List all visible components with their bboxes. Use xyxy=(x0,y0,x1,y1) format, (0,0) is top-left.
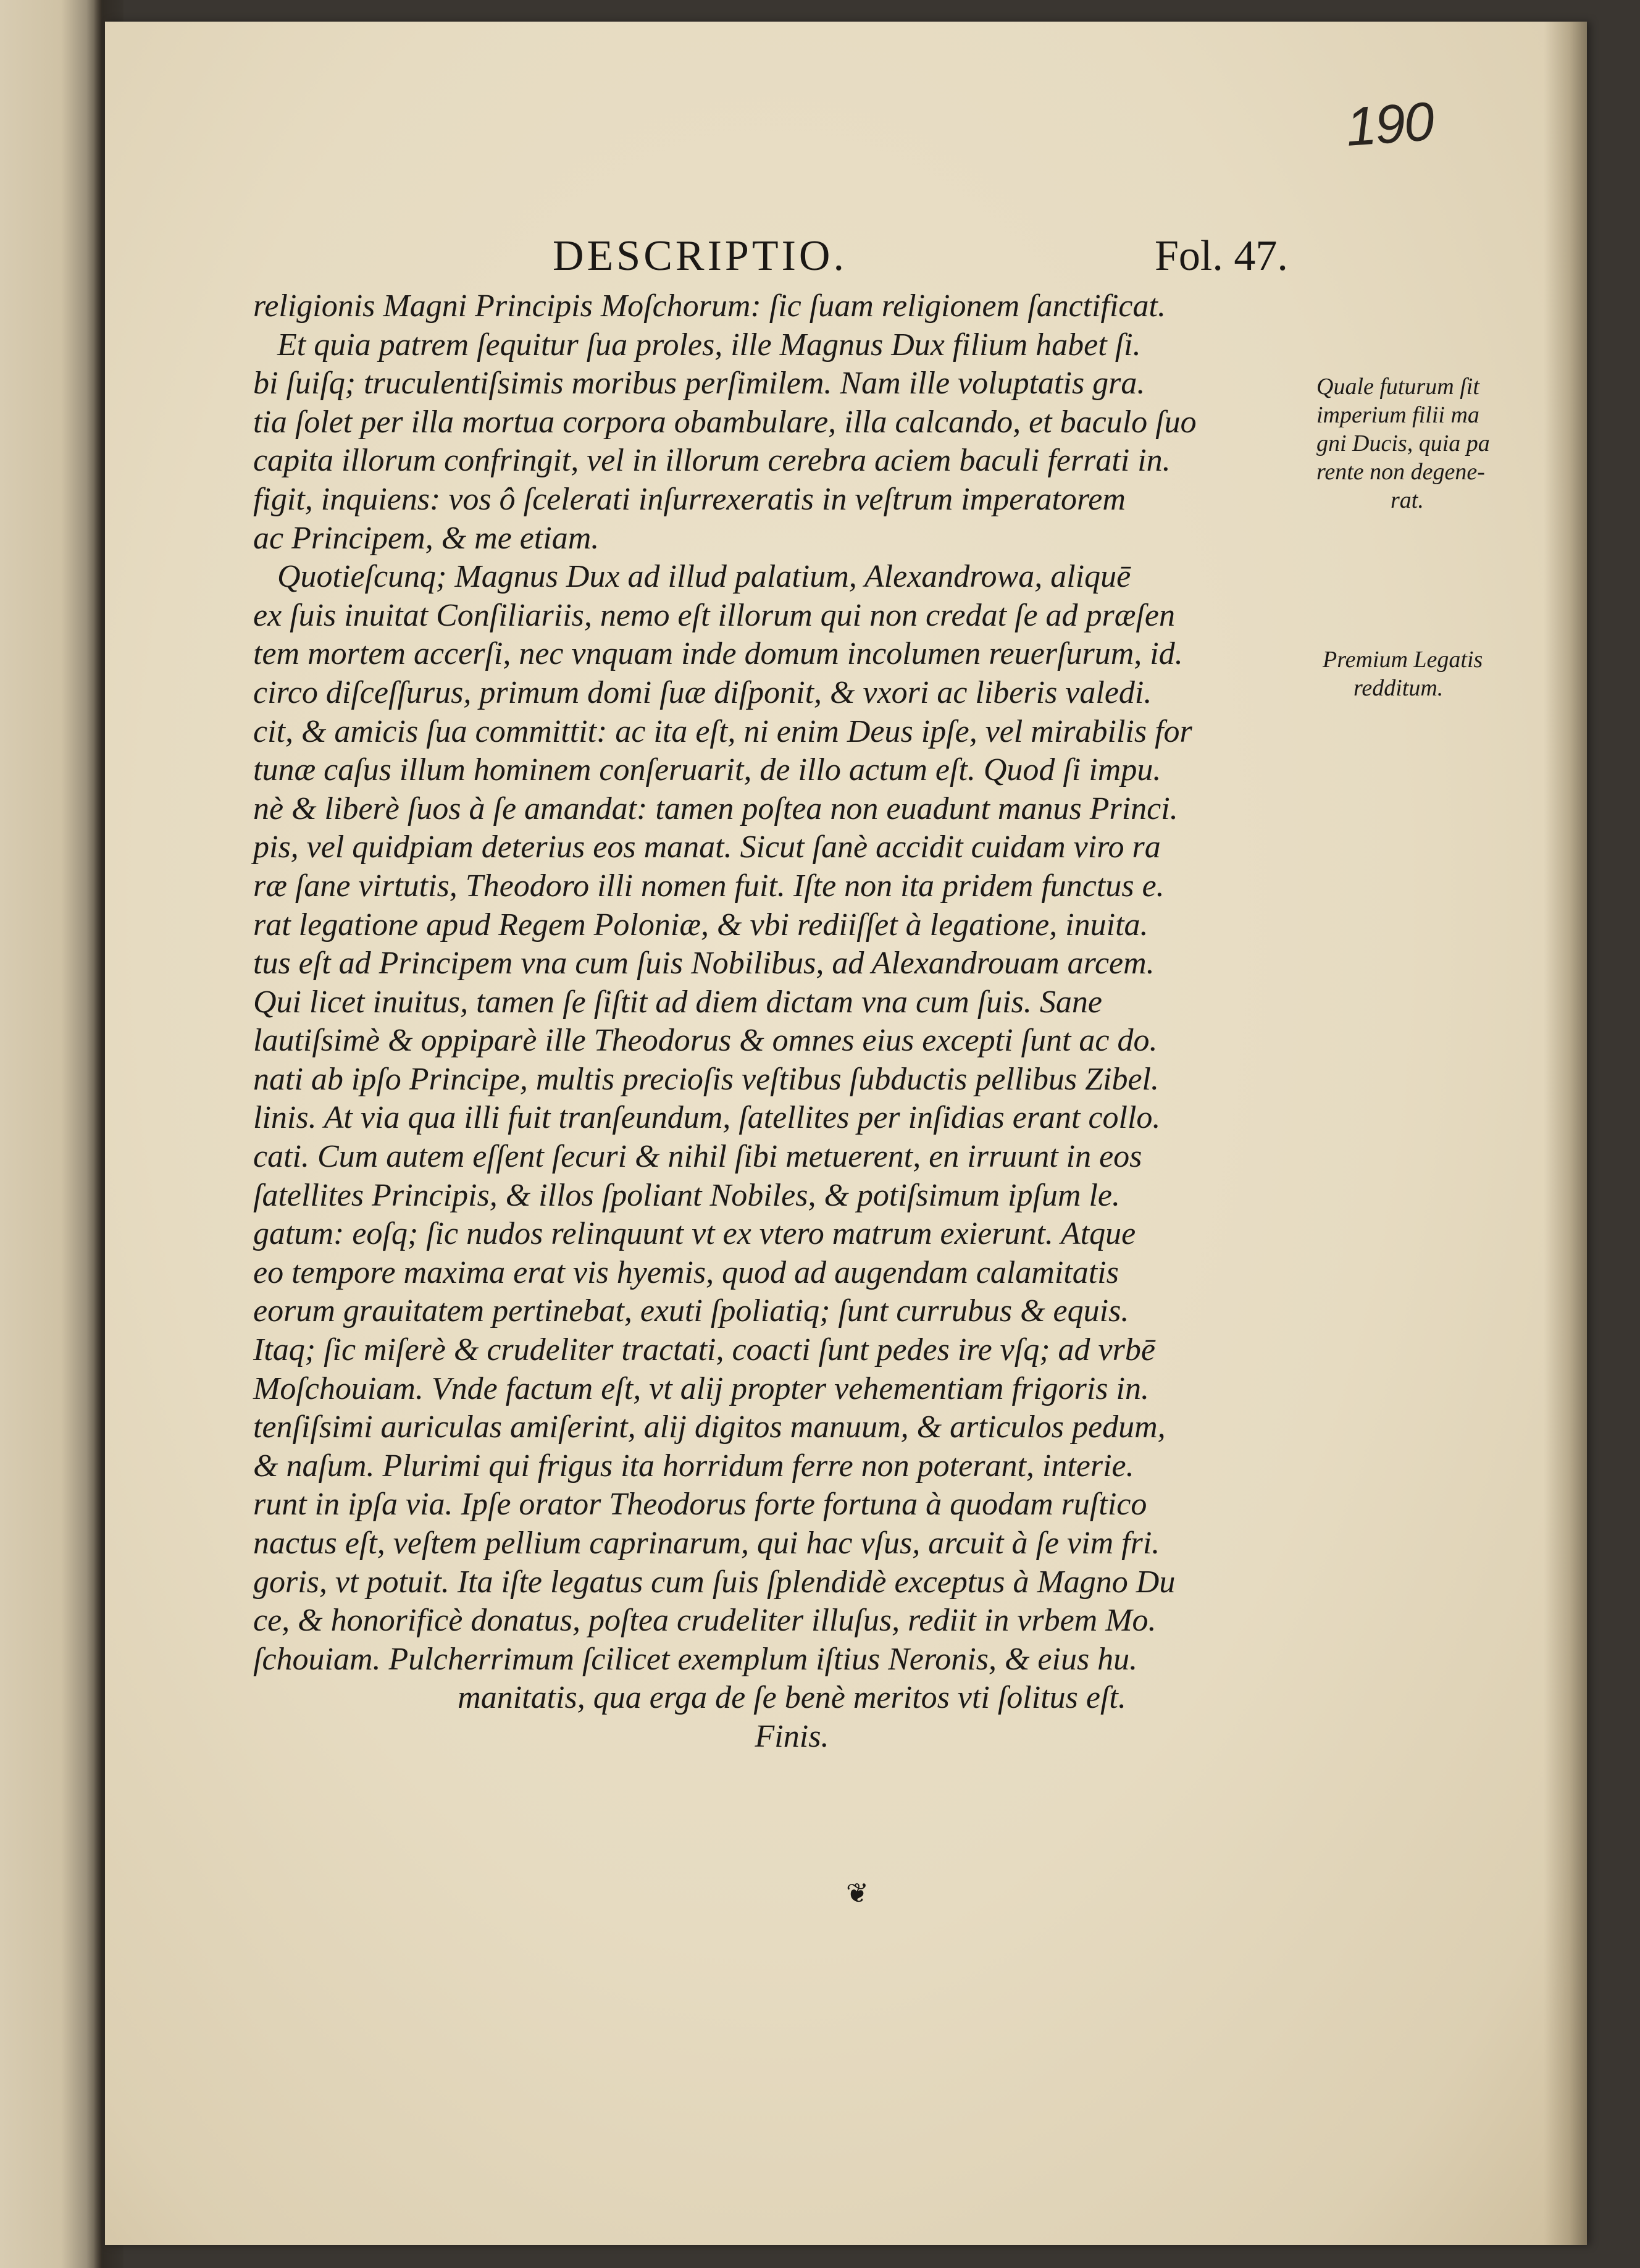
marginal-note-quale-futurum xyxy=(1316,372,1490,514)
text-line: cit, & amicis ſua committit: ac ita eſt, ni enim Deus ipſe, vel mirabilis for xyxy=(253,713,1192,749)
note-line: Premium Legatis xyxy=(1323,647,1483,673)
note-line: rente non degene- xyxy=(1316,459,1485,485)
note-line: imperium filii ma xyxy=(1316,402,1479,428)
header-folio: Fol. 47. xyxy=(1155,232,1288,280)
text-line: ce, & honorificè donatus, poſtea crudeliter illuſus, rediit in vrbem Mo. xyxy=(253,1603,1157,1639)
text-line: tus eſt ad Principem vna cum ſuis Nobilibus, ad Alexandrouam arcem. xyxy=(253,946,1155,981)
page-edge-shadow xyxy=(1544,22,1587,2245)
note-line: rat. xyxy=(1391,487,1424,513)
text-line: tenſiſsimi auriculas amiſerint, alij digitos manuum, & articulos pedum, xyxy=(253,1409,1166,1445)
book-page xyxy=(105,22,1587,2245)
text-line: tunæ caſus illum hominem conſeruarit, de illo actum eſt. Quod ſi impu. xyxy=(253,752,1161,788)
text-line: tem mortem accerſi, nec vnquam inde domum incolumen reuerſurum, id. xyxy=(253,636,1183,672)
closing-line: manitatis, qua erga de ſe benè meritos vti ſolitus eſt. xyxy=(458,1680,1126,1716)
text-line: tia ſolet per illa mortua corpora obambulare, illa calcando, et baculo ſuo xyxy=(253,404,1197,440)
text-line: nactus eſt, veſtem pellium caprinarum, qui hac vſus, arcuit à ſe vim fri. xyxy=(253,1526,1160,1561)
fleuron-ornament: ❦ xyxy=(846,1878,869,1909)
text-line: eorum grauitatem pertinebat, exuti ſpoliatiq; ſunt currubus & equis. xyxy=(253,1293,1129,1329)
text-line: nè & liberè ſuos à ſe amandat: tamen poſtea non euadunt manus Princi. xyxy=(253,791,1178,826)
text-line: ex ſuis inuitat Conſiliariis, nemo eſt illorum qui non credat ſe ad præſen xyxy=(253,597,1175,633)
note-line: redditum. xyxy=(1353,675,1444,701)
text-line: Itaq; ſic miſerè & crudeliter tractati, coacti ſunt pedes ire vſq; ad vrbē xyxy=(253,1332,1155,1368)
text-line: & naſum. Plurimi qui frigus ita horridum ferre non poterant, interie. xyxy=(253,1448,1134,1484)
text-line: ſatellites Principis, & illos ſpoliant Nobiles, & potiſsimum ipſum le. xyxy=(253,1177,1120,1213)
text-line: eo tempore maxima erat vis hyemis, quod ad augendam calamitatis xyxy=(253,1254,1119,1290)
text-line: runt in ipſa via. Ipſe orator Theodorus forte fortuna à quodam ruſtico xyxy=(253,1487,1147,1522)
finis-line: Finis. xyxy=(755,1718,829,1754)
text-line: circo diſceſſurus, primum domi ſuæ diſponit, & vxori ac liberis valedi. xyxy=(253,674,1152,710)
text-line: Et quia patrem ſequitur ſua proles, ille Magnus Dux filium habet ſi. xyxy=(253,327,1141,363)
text-line: Quotieſcunq; Magnus Dux ad illud palatium, Alexandrowa, aliquē xyxy=(253,559,1131,595)
marginal-note-premium-legatis xyxy=(1323,645,1483,702)
text-line: capita illorum confringit, vel in illorum cerebra aciem baculi ferrati in. xyxy=(253,443,1171,479)
text-line: figit, inquiens: vos ô ſcelerati inſurrexeratis in veſtrum imperatorem xyxy=(253,481,1126,517)
text-line: Qui licet inuitus, tamen ſe ſiſtit ad diem dictam vna cum ſuis. Sane xyxy=(253,984,1102,1020)
handwritten-folio-number: 190 xyxy=(1344,90,1436,158)
text-line: linis. At via qua illi fuit tranſeundum, ſatellites per inſidias erant collo. xyxy=(253,1100,1161,1136)
main-text-block xyxy=(253,287,1331,1757)
text-line: lautiſsimè & oppiparè ille Theodorus & omnes eius excepti ſunt ac do. xyxy=(253,1023,1158,1059)
running-header xyxy=(451,213,1395,287)
text-line: nati ab ipſo Principe, multis precioſis veſtibus ſubductis pellibus Zibel. xyxy=(253,1061,1159,1097)
header-title: DESCRIPTIO. xyxy=(553,232,847,280)
text-line: ſchouiam. Pulcherrimum ſcilicet exemplum iſtius Neronis, & eius hu. xyxy=(253,1641,1138,1677)
text-line: bi ſuiſq; truculentiſsimis moribus perſimilem. Nam ille voluptatis gra. xyxy=(253,366,1145,401)
text-line: cati. Cum autem eſſent ſecuri & nihil ſibi metuerent, en irruunt in eos xyxy=(253,1139,1142,1175)
text-line: pis, vel quidpiam deterius eos manat. Sicut ſanè accidit cuidam viro ra xyxy=(253,830,1161,865)
note-line: Quale futurum ſit xyxy=(1316,374,1479,400)
text-line: Moſchouiam. Vnde factum eſt, vt alij propter vehementiam frigoris in. xyxy=(253,1371,1149,1406)
text-line: ræ ſane virtutis, Theodoro illi nomen fuit. Iſte non ita pridem functus e. xyxy=(253,868,1165,904)
text-line: gatum: eoſq; ſic nudos relinquunt vt ex vtero matrum exierunt. Atque xyxy=(253,1216,1136,1252)
note-line: gni Ducis, quia pa xyxy=(1316,430,1490,456)
text-line: religionis Magni Principis Moſchorum: ſic ſuam religionem ſanctificat. xyxy=(253,288,1166,324)
text-line: rat legatione apud Regem Poloniæ, & vbi rediiſſet à legatione, inuita. xyxy=(253,907,1148,943)
text-line: ac Principem, & me etiam. xyxy=(253,520,600,556)
text-line: goris, vt potuit. Ita iſte legatus cum ſuis ſplendidè exceptus à Magno Du xyxy=(253,1564,1176,1600)
